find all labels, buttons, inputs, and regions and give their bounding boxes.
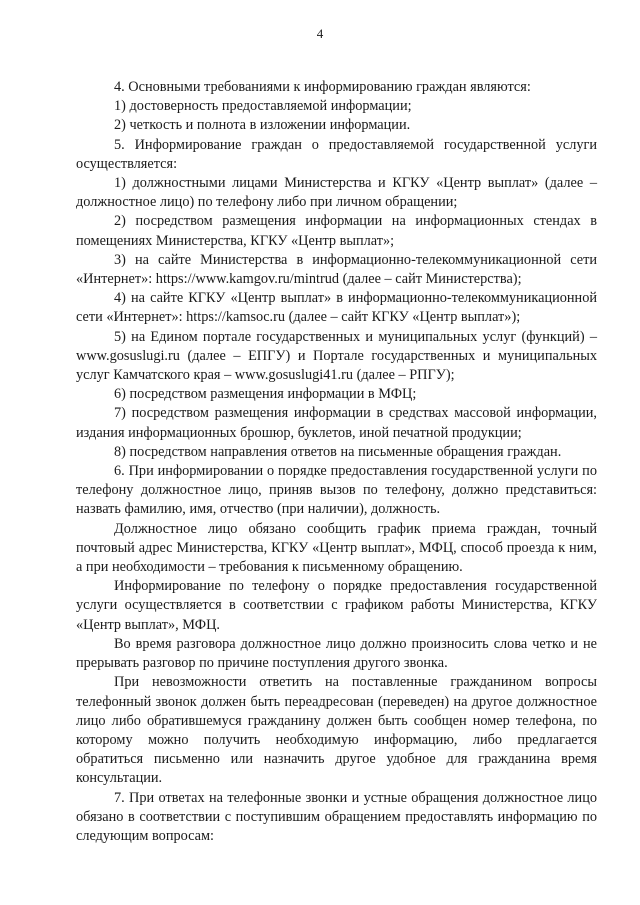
page-number: 4 bbox=[316, 26, 324, 41]
paragraph-informing-item-6: 6) посредством размещения информации в МФЦ; bbox=[114, 386, 417, 403]
paragraph-informing-item-4: 4) на сайте КГКУ «Центр выплат» в информационно-телекоммуникационной сети «Интернет»: https://kamsoc.ru (далее – сайт КГКУ «Центр выплат»); bbox=[76, 290, 597, 326]
paragraph-requirements-heading: 4. Основными требованиями к информированию граждан являются: bbox=[114, 79, 531, 95]
paragraph-phone-procedure: 6. При информировании о порядке предоставления государственной услуги по телефону должностное лицо, приняв вызов по телефону, должно представиться: назвать фамилию, имя, отчество (при наличии), должность. bbox=[76, 463, 597, 518]
paragraph-informing-item-2: 2) посредством размещения информации на информационных стендах в помещениях Министерства, КГКУ «Центр выплат»; bbox=[76, 213, 597, 249]
paragraph-informing-heading: 5. Информирование граждан о предоставляемой государственной услуги осуществляется: bbox=[76, 136, 597, 172]
paragraph-phone-schedule: Информирование по телефону о порядке предоставления государственной услуги осуществляется в соответствии с графиком работы Министерства, КГКУ «Центр выплат», МФЦ. bbox=[76, 578, 597, 633]
paragraph-call-redirect: При невозможности ответить на поставленные гражданином вопросы телефонный звонок должен быть переадресован (переведен) на другое должностное лицо либо обратившемуся гражданину должен быть сообщен номер телефона, по которому можно получить необходимую информацию, либо предлагается обратиться письменно или назначить другое удобное для гражданина время консультации. bbox=[76, 674, 597, 787]
paragraph-conversation-rules: Во время разговора должностное лицо должно произносить слова четко и не прерывать разговор по причине поступления другого звонка. bbox=[76, 635, 597, 672]
paragraph-informing-item-1: 1) должностными лицами Министерства и КГКУ «Центр выплат» (далее – должностное лицо) по телефону либо при личном обращении; bbox=[76, 175, 597, 211]
paragraph-informing-item-5: 5) на Едином портале государственных и муниципальных услуг (функций) – www.gosuslugi.ru (далее – ЕПГУ) и Портале государственных и муниципальных услуг Камчатского края – www.gosuslugi41.ru (далее – РПГУ); bbox=[76, 328, 597, 384]
paragraph-informing-item-3: 3) на сайте Министерства в информационно-телекоммуникационной сети «Интернет»: https://www.kamgov.ru/mintrud (далее – сайт Министерства); bbox=[76, 251, 597, 288]
paragraph-informing-item-8: 8) посредством направления ответов на письменные обращения граждан. bbox=[114, 443, 562, 460]
document-body bbox=[76, 78, 597, 846]
paragraph-requirement-2: 2) четкость и полнота в изложении информации. bbox=[114, 117, 411, 134]
paragraph-answers-heading: 7. При ответах на телефонные звонки и устные обращения должностное лицо обязано в соответствии с поступившим обращением предоставлять информацию по следующим вопросам: bbox=[76, 789, 597, 844]
paragraph-informing-item-7: 7) посредством размещения информации в средствах массовой информации, издания информационных брошюр, буклетов, иной печатной продукции; bbox=[76, 405, 597, 441]
paragraph-requirement-1: 1) достоверность предоставляемой информации; bbox=[114, 98, 412, 115]
paragraph-official-duty: Должностное лицо обязано сообщить график приема граждан, точный почтовый адрес Министерства, КГКУ «Центр выплат», МФЦ, способ проезда к ним, а при необходимости – требования к письменному обращению. bbox=[76, 520, 597, 576]
